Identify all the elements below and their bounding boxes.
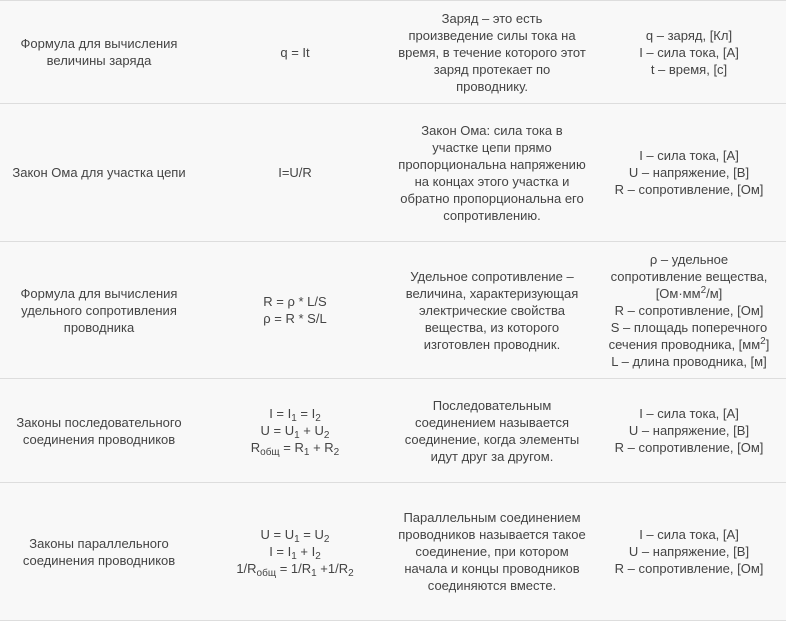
table-row — [0, 1, 786, 104]
row-description: Заряд – это есть произведение силы тока на время, в течение которого этот заряд протекает по проводнику. — [392, 1, 592, 104]
row-legend: I – сила тока, [А] U – напряжение, [В] R – сопротивление, [Ом] — [592, 104, 786, 242]
table-row — [0, 483, 786, 621]
table-row — [0, 104, 786, 242]
row-name: Формула для вычисления величины заряда — [0, 1, 198, 104]
row-legend: I – сила тока, [А] U – напряжение, [В] R – сопротивление, [Ом] — [592, 483, 786, 621]
row-name: Формула для вычисления удельного сопротивления проводника — [0, 242, 198, 379]
row-name: Законы параллельного соединения проводников — [0, 483, 198, 621]
row-formula: $U = U_1 = U_2$ $I = I_1 + I_2$ $1/R_{общ} = 1/R_1 +1/R_2$ — [198, 483, 392, 621]
row-formula: R = ρ * L/S ρ = R * S/L — [198, 242, 392, 379]
row-formula: I=U/R — [198, 104, 392, 242]
row-legend: I – сила тока, [А] U – напряжение, [В] R – сопротивление, [Ом] — [592, 379, 786, 483]
table-row — [0, 242, 786, 379]
table-row — [0, 379, 786, 483]
row-legend: q – заряд, [Кл] I – сила тока, [А] t – время, [с] — [592, 1, 786, 104]
row-description: Закон Ома: сила тока в участке цепи прямо пропорциональна напряжению на концах этого участка и обратно пропорциональна его сопротивлению. — [392, 104, 592, 242]
row-legend: ρ – удельное сопротивление вещества, $[Ом\cdot мм^2/м]$ R – сопротивление, [Ом] S – площадь поперечного сечения проводника, $[мм^2]$ L – длина проводника, [м] — [592, 242, 786, 379]
row-name: Закон Ома для участка цепи — [0, 104, 198, 242]
row-description: Параллельным соединением проводников называется такое соединение, при котором начала и концы проводников соединяются вместе. — [392, 483, 592, 621]
row-formula: $I = I_1 = I_2$ $U = U_1 + U_2$ $R_{общ} = R_1 + R_2$ — [198, 379, 392, 483]
row-description: Удельное сопротивление – величина, характеризующая электрические свойства вещества, из которого изготовлен проводник. — [392, 242, 592, 379]
row-formula: q = It — [198, 1, 392, 104]
row-description: Последовательным соединением называется соединение, когда элементы идут друг за другом. — [392, 379, 592, 483]
row-name: Законы последовательного соединения проводников — [0, 379, 198, 483]
